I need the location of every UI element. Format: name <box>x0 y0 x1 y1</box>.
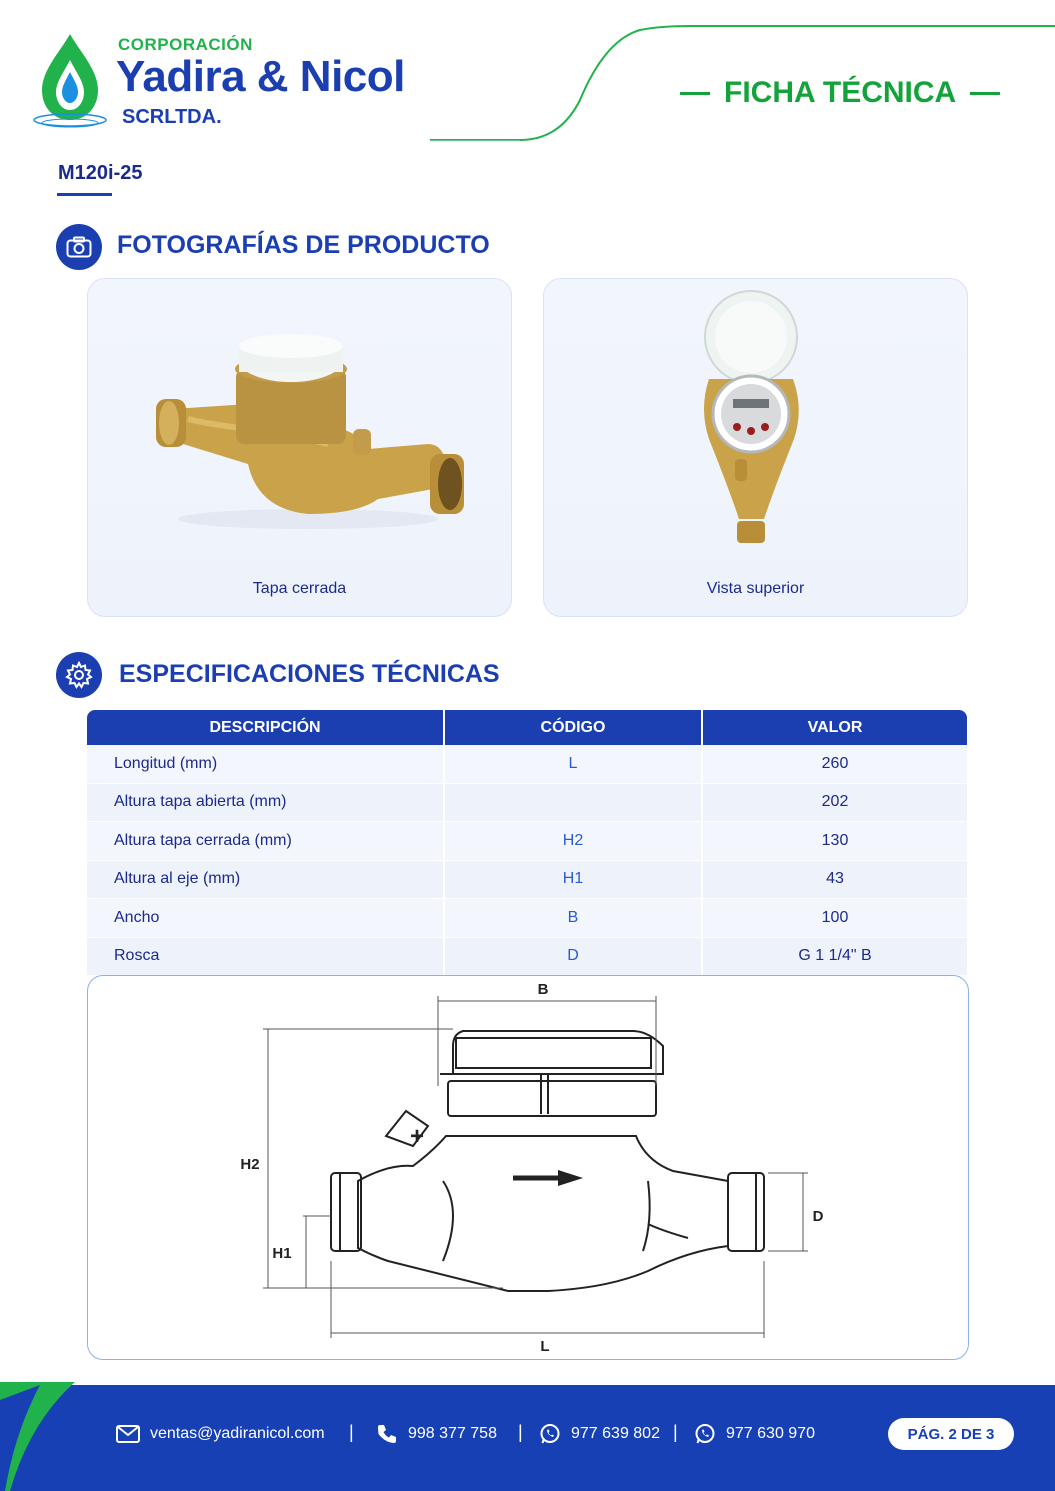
specs-section-title: ESPECIFICACIONES TÉCNICAS <box>119 660 500 688</box>
table-row <box>87 783 967 822</box>
model-underline <box>57 193 112 196</box>
row-description: Altura tapa cerrada (mm) <box>87 822 444 861</box>
photos-section-title: FOTOGRAFÍAS DE PRODUCTO <box>117 231 490 259</box>
row-value: 43 <box>702 860 967 899</box>
dimension-diagram-card <box>87 975 969 1360</box>
row-code: D <box>444 937 702 976</box>
row-value: 260 <box>702 745 967 783</box>
table-row <box>87 937 967 976</box>
column-header-code: CÓDIGO <box>444 710 702 745</box>
column-header-description: DESCRIPCIÓN <box>87 710 444 745</box>
footer-whatsapp-1[interactable] <box>539 1422 660 1446</box>
footer-email[interactable] <box>116 1422 325 1446</box>
row-code: H1 <box>444 860 702 899</box>
footer-phone[interactable] <box>376 1422 497 1446</box>
svg-text:+: + <box>410 1123 425 1150</box>
row-code: L <box>444 745 702 783</box>
row-description: Altura al eje (mm) <box>87 860 444 899</box>
photo-caption-top: Vista superior <box>706 580 805 597</box>
specs-table <box>87 710 967 976</box>
row-description: Ancho <box>87 899 444 938</box>
label-h2: H2 <box>240 1156 260 1173</box>
whatsapp-icon <box>539 1423 561 1445</box>
row-description: Altura tapa abierta (mm) <box>87 783 444 822</box>
brand-suffix: SCRLTDA. <box>122 106 222 128</box>
table-row <box>87 822 967 861</box>
gear-icon <box>56 652 102 698</box>
label-l: L <box>540 1338 550 1355</box>
page-indicator: PÁG. 2 DE 3 <box>888 1418 1014 1450</box>
row-description: Rosca <box>87 937 444 976</box>
label-d: D <box>812 1208 824 1225</box>
row-value: 130 <box>702 822 967 861</box>
photo-card-closed <box>87 278 512 617</box>
footer-whatsapp-2[interactable] <box>694 1422 815 1446</box>
footer-email-text: ventas@yadiranicol.com <box>150 1425 325 1442</box>
model-code: M120i-25 <box>58 162 143 184</box>
title-dash-left <box>680 92 710 95</box>
footer-separator: | <box>673 1422 678 1442</box>
footer-separator: | <box>349 1422 354 1442</box>
phone-icon <box>376 1423 398 1445</box>
label-h1: H1 <box>272 1245 292 1262</box>
camera-icon <box>56 224 102 270</box>
footer-whatsapp-2-text: 977 630 970 <box>726 1425 815 1442</box>
footer-phone-text: 998 377 758 <box>408 1425 497 1442</box>
table-row <box>87 899 967 938</box>
footer-whatsapp-1-text: 977 639 802 <box>571 1425 660 1442</box>
meter-closed-image <box>148 334 468 534</box>
doc-type-title <box>680 76 1000 110</box>
row-code: H2 <box>444 822 702 861</box>
doc-type-text: FICHA TÉCNICA <box>724 76 957 109</box>
table-row <box>87 745 967 783</box>
footer-separator: | <box>518 1422 523 1442</box>
whatsapp-icon <box>694 1423 716 1445</box>
table-header-row <box>87 710 967 745</box>
label-b: B <box>537 981 549 998</box>
table-row <box>87 860 967 899</box>
brand-name: Yadira & Nicol <box>116 52 405 101</box>
mail-icon <box>116 1425 140 1443</box>
footer-green-accent <box>0 1382 80 1491</box>
company-logo <box>30 30 110 130</box>
title-dash-right <box>970 92 1000 95</box>
row-value: 100 <box>702 899 967 938</box>
row-value: G 1 1/4" B <box>702 937 967 976</box>
brand-corporation: CORPORACIÓN <box>118 35 253 54</box>
column-header-value: VALOR <box>702 710 967 745</box>
dimension-diagram <box>88 976 968 1359</box>
photo-caption-closed: Tapa cerrada <box>252 580 347 597</box>
row-value: 202 <box>702 783 967 822</box>
meter-top-image <box>689 289 824 559</box>
row-code: B <box>444 899 702 938</box>
photo-card-top <box>543 278 968 617</box>
row-code <box>444 783 702 822</box>
row-description: Longitud (mm) <box>87 745 444 783</box>
